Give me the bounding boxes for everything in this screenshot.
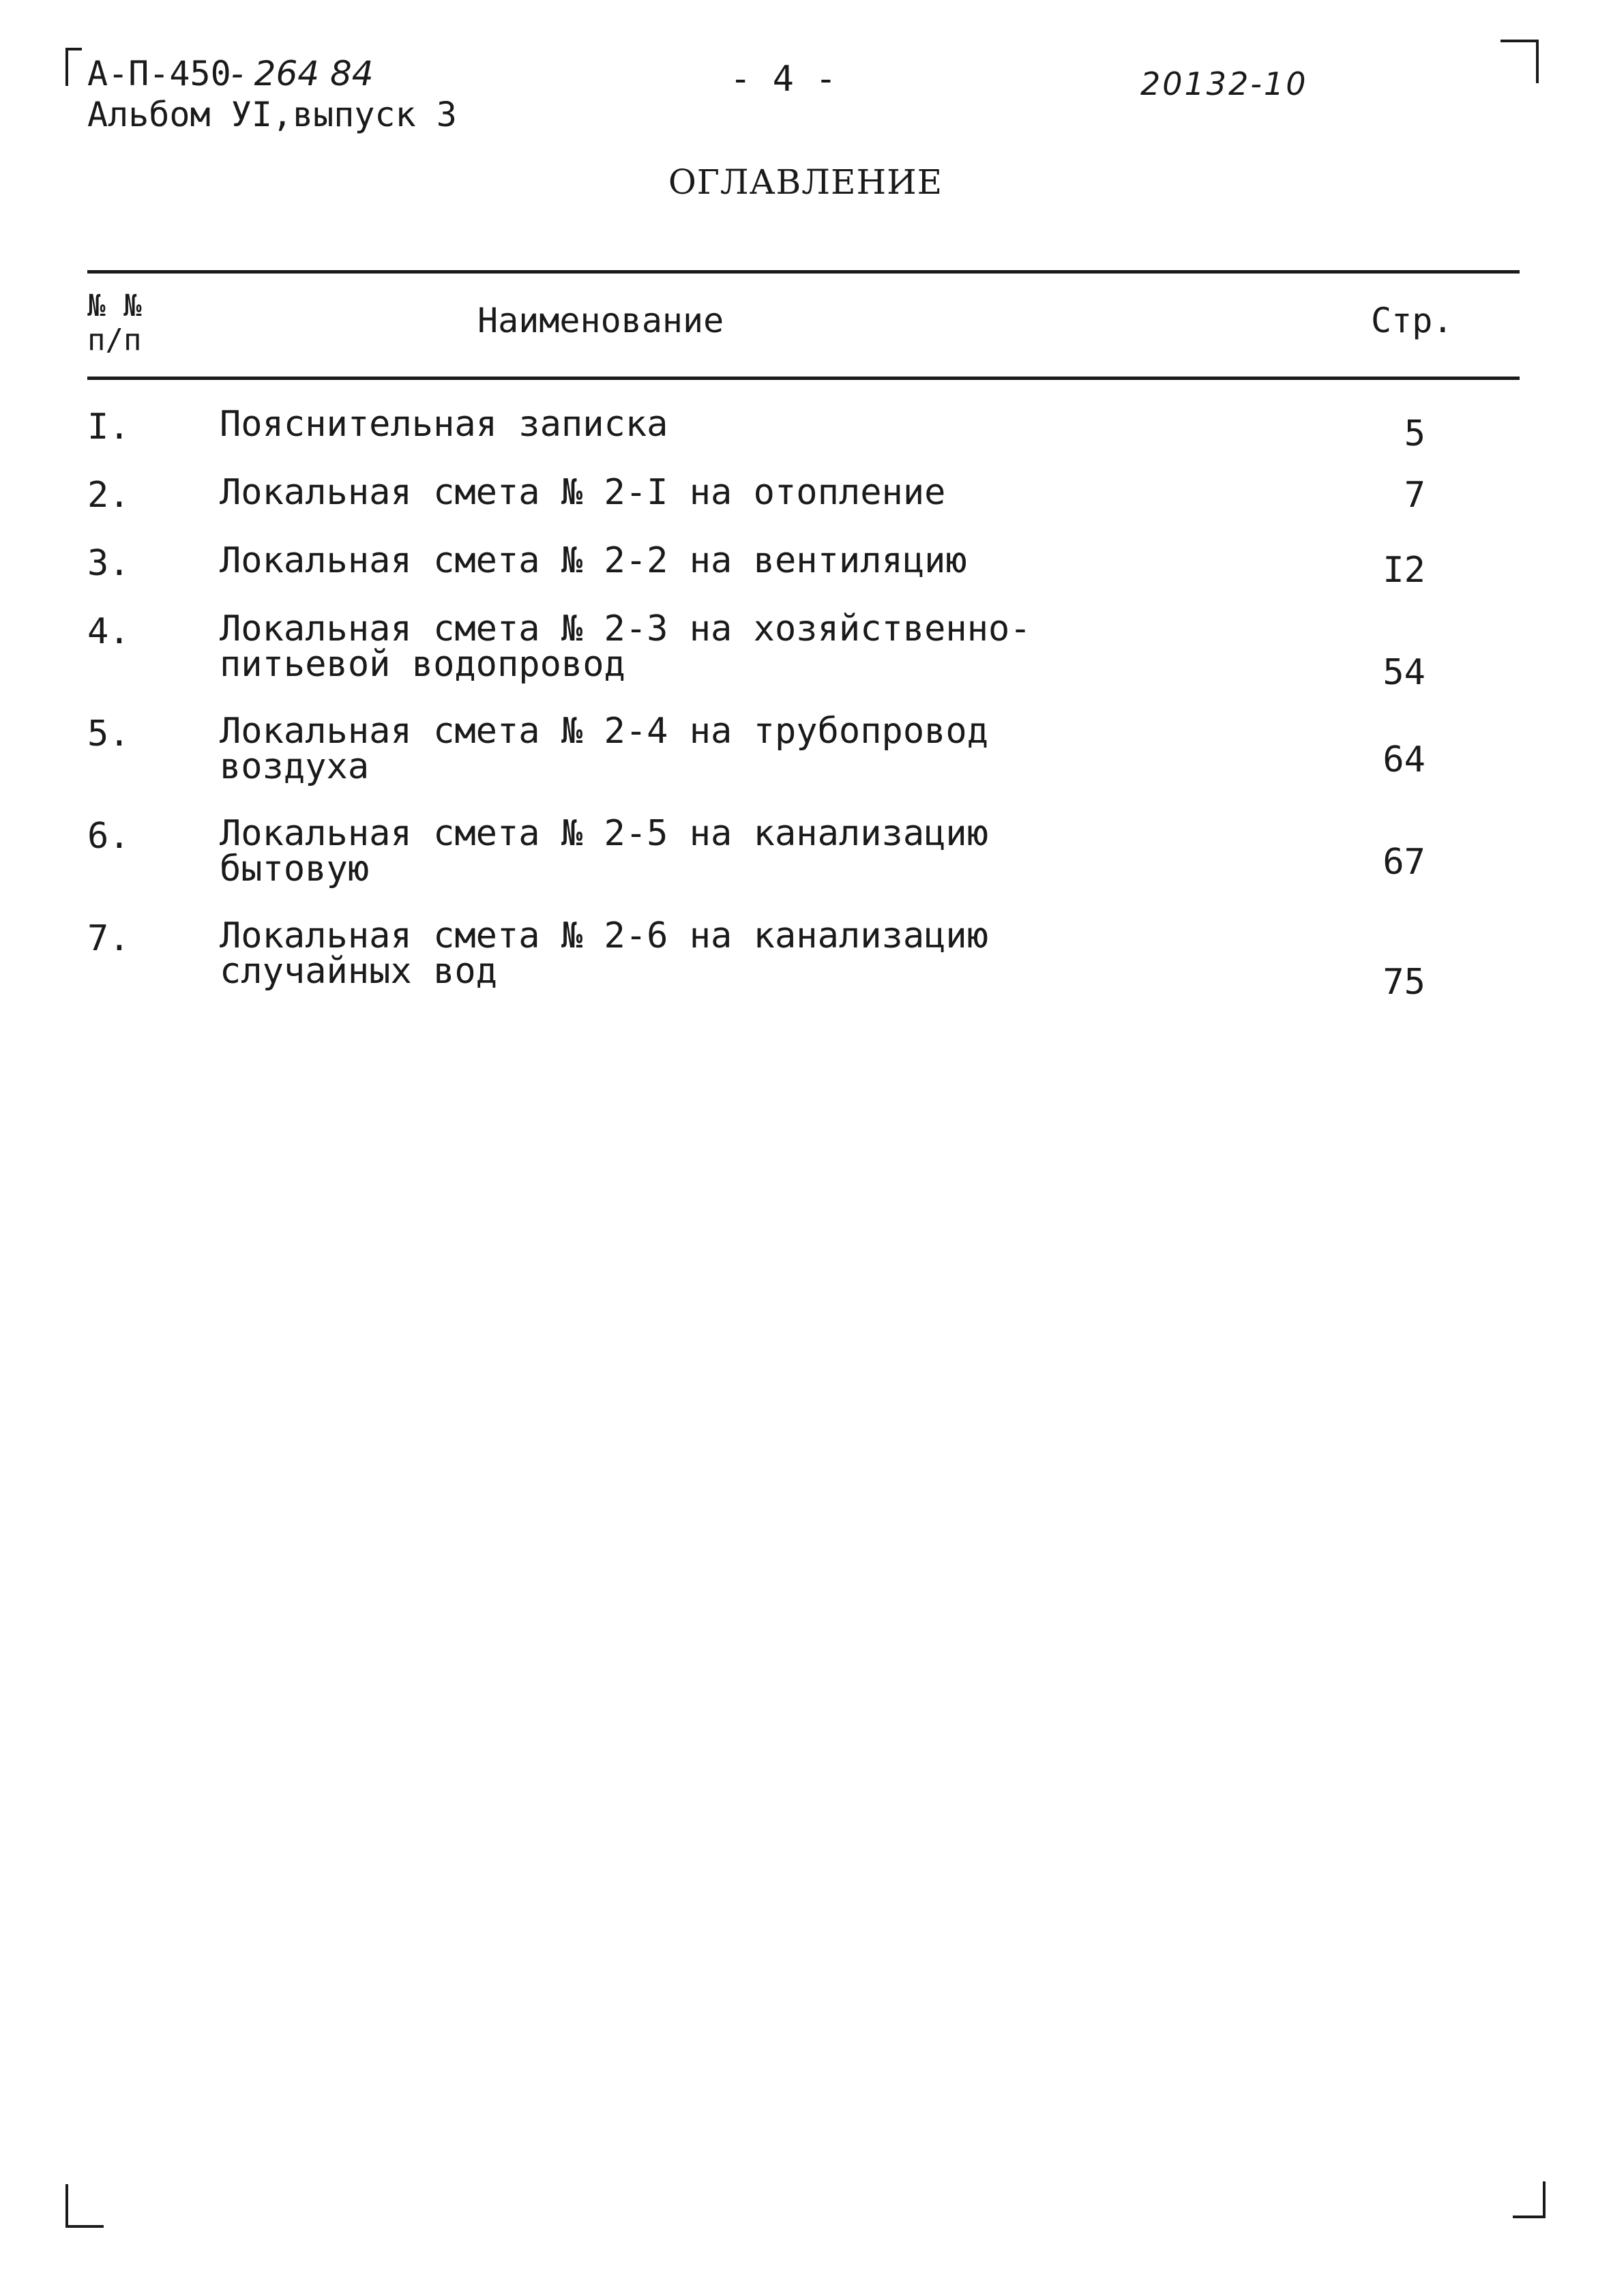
document-code	[87, 53, 374, 94]
corner-mark-top-left	[65, 48, 82, 86]
row-title: Локальная смета № 2-2 на вентиляцию	[220, 540, 967, 581]
row-title: Локальная смета № 2-6 на канализацию случайных вод	[220, 915, 989, 992]
table-header-rule	[87, 377, 1520, 380]
row-page: I2	[1383, 550, 1425, 591]
column-header-number: № № п/п	[87, 289, 142, 357]
corner-mark-bottom-right	[1513, 2181, 1546, 2218]
table-top-rule	[87, 270, 1520, 274]
row-page: 75	[1383, 962, 1425, 1003]
column-header-name: Наименование	[477, 301, 724, 340]
document-code-typed: А-П-450	[87, 54, 231, 93]
album-label: Альбом УI,выпуск 3	[87, 95, 457, 134]
corner-mark-bottom-left	[65, 2184, 104, 2228]
row-title: Локальная смета № 2-3 на хозяйственно- питьевой водопровод	[220, 608, 1031, 685]
row-page: 7	[1404, 475, 1425, 516]
row-number: 4.	[87, 611, 130, 652]
column-header-page: Стр.	[1371, 301, 1453, 340]
page-number: - 4 -	[730, 59, 837, 100]
row-title: Локальная смета № 2-5 на канализацию бытовую	[220, 813, 989, 889]
row-page: 5	[1404, 413, 1425, 454]
row-title: Пояснительная записка	[220, 404, 668, 445]
row-number: 2.	[87, 475, 130, 516]
handwritten-stamp: 20132-10	[1140, 65, 1308, 102]
row-title: Локальная смета № 2-I на отопление	[220, 472, 946, 513]
toc-title: ОГЛАВЛЕНИЕ	[668, 162, 943, 202]
row-number: 5.	[87, 713, 130, 754]
row-page: 67	[1383, 842, 1425, 883]
row-page: 54	[1383, 652, 1425, 693]
row-number: I.	[87, 407, 130, 447]
row-number: 6.	[87, 816, 130, 857]
corner-mark-top-right	[1501, 40, 1539, 83]
document-code-handwritten: - 264 84	[231, 54, 374, 93]
row-number: 3.	[87, 543, 130, 584]
row-page: 64	[1383, 739, 1425, 780]
row-number: 7.	[87, 918, 130, 959]
row-title: Локальная смета № 2-4 на трубопровод воздуха	[220, 711, 989, 787]
